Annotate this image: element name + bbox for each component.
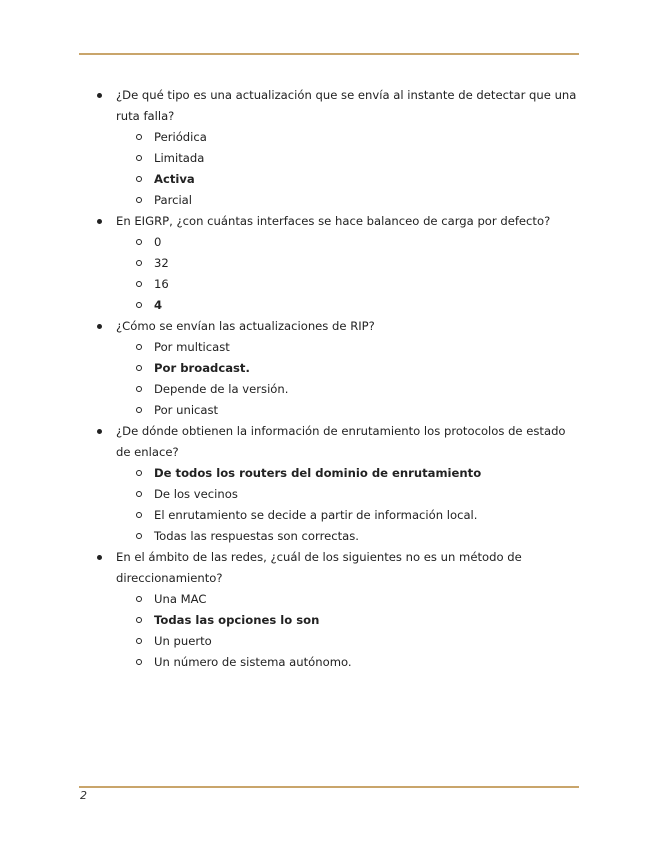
option-text: Periódica	[154, 130, 207, 144]
correct-option-item	[116, 169, 580, 190]
option-text: Un puerto	[154, 634, 212, 648]
option-item	[116, 337, 580, 358]
correct-option-item	[116, 463, 580, 484]
question-item	[95, 547, 580, 673]
option-item	[116, 253, 580, 274]
option-item	[116, 652, 580, 673]
option-item	[116, 526, 580, 547]
option-text: 4	[154, 298, 163, 312]
question-item	[95, 211, 580, 316]
option-text: Un número de sistema autónomo.	[154, 655, 352, 669]
option-item	[116, 505, 580, 526]
option-text: El enrutamiento se decide a partir de información local.	[154, 508, 478, 522]
option-text: Todas las respuestas son correctas.	[154, 529, 359, 543]
option-item	[116, 232, 580, 253]
question-item	[95, 85, 580, 211]
footer-rule	[79, 786, 579, 788]
header-rule	[79, 53, 579, 55]
option-item	[116, 190, 580, 211]
option-list	[116, 589, 580, 673]
question-text: En EIGRP, ¿con cuántas interfaces se hace balanceo de carga por defecto?	[116, 214, 551, 228]
option-text: De todos los routers del dominio de enrutamiento	[154, 466, 482, 480]
question-text: ¿De qué tipo es una actualización que se envía al instante de detectar que una ruta falla?	[116, 88, 577, 123]
correct-option-item	[116, 358, 580, 379]
option-text: Parcial	[154, 193, 193, 207]
option-list	[116, 337, 580, 421]
option-text: De los vecinos	[154, 487, 238, 501]
question-list-container	[95, 85, 580, 673]
option-item	[116, 274, 580, 295]
question-item	[95, 316, 580, 421]
option-text: Todas las opciones lo son	[154, 613, 320, 627]
option-text: 0	[154, 235, 162, 249]
option-text: 16	[154, 277, 169, 291]
option-item	[116, 631, 580, 652]
option-list	[116, 127, 580, 211]
option-item	[116, 589, 580, 610]
correct-option-item	[116, 610, 580, 631]
question-text: En el ámbito de las redes, ¿cuál de los siguientes no es un método de direccionamiento?	[116, 550, 522, 585]
option-item	[116, 484, 580, 505]
option-list	[116, 232, 580, 316]
option-item	[116, 148, 580, 169]
question-item	[95, 421, 580, 547]
option-item	[116, 127, 580, 148]
option-text: Limitada	[154, 151, 205, 165]
page-number: 2	[80, 789, 87, 802]
option-text: Por broadcast.	[154, 361, 250, 375]
option-item	[116, 379, 580, 400]
option-text: Por unicast	[154, 403, 219, 417]
question-list	[95, 85, 580, 673]
option-item	[116, 400, 580, 421]
question-text: ¿De dónde obtienen la información de enrutamiento los protocolos de estado de enlace?	[116, 424, 566, 459]
option-text: Por multicast	[154, 340, 230, 354]
option-text: Depende de la versión.	[154, 382, 289, 396]
option-text: Activa	[154, 172, 195, 186]
question-text: ¿Cómo se envían las actualizaciones de RIP?	[116, 319, 375, 333]
option-text: 32	[154, 256, 169, 270]
correct-option-item	[116, 295, 580, 316]
option-list	[116, 463, 580, 547]
option-text: Una MAC	[154, 592, 207, 606]
